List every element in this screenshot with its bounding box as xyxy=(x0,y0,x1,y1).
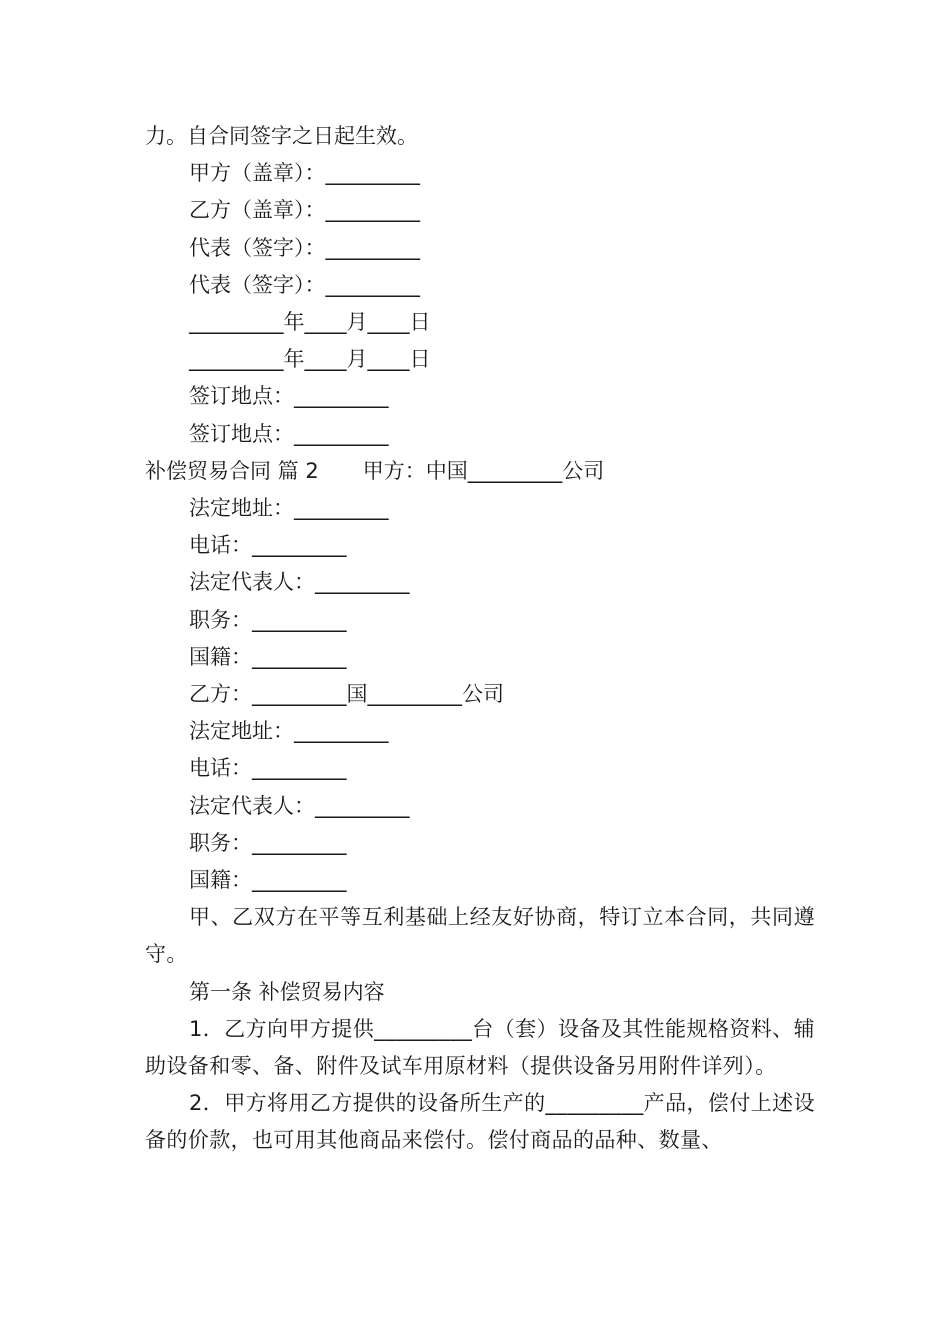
legal-address-line: 法定地址：_________ xyxy=(189,719,389,744)
clause-paragraph: 1．乙方向甲方提供_________台（套）设备及其性能规格资料、辅助设备和零、备、附件及试车用原材料（提供设备另用附件详列）。 xyxy=(145,1016,815,1079)
phone-line: 电话：_________ xyxy=(189,533,347,558)
party-b-seal-line: 乙方（盖章）：_________ xyxy=(189,198,420,223)
legal-representative-line: 法定代表人：_________ xyxy=(189,793,410,818)
party-b-name: 乙方：_________国_________公司 xyxy=(189,682,504,707)
legal-address-line: 法定地址：_________ xyxy=(189,496,389,521)
section-heading-line xyxy=(145,453,815,490)
representative-signature-line: 代表（签字）：_________ xyxy=(189,235,420,260)
legal-representative-line: 法定代表人：_________ xyxy=(189,570,410,595)
representative-signature-line: 代表（签字）：_________ xyxy=(189,272,420,297)
position-line: 职务：_________ xyxy=(189,830,347,855)
clause-paragraph: 2．甲方将用乙方提供的设备所生产的_________产品，偿付上述设备的价款，也可用其他商品来偿付。偿付商品的品种、数量、 xyxy=(145,1091,815,1153)
signing-place-line: 签订地点：_________ xyxy=(189,421,389,446)
text-line: 力。自合同签字之日起生效。 xyxy=(145,124,418,148)
agreement-paragraph: 甲、乙双方在平等互利基础上经友好协商，特订立本合同，共同遵守。 xyxy=(145,905,815,967)
date-line: _________年____月____日 xyxy=(189,347,431,372)
party-a-seal-line: 甲方（盖章）：_________ xyxy=(189,161,420,186)
nationality-line: 国籍：_________ xyxy=(189,868,347,893)
phone-line: 电话：_________ xyxy=(189,756,347,781)
date-line: _________年____月____日 xyxy=(189,310,431,335)
document-body xyxy=(145,118,815,1160)
nationality-line: 国籍：_________ xyxy=(189,644,347,669)
position-line: 职务：_________ xyxy=(189,607,347,632)
contract-title: 补偿贸易合同 篇 2 xyxy=(145,458,319,483)
article-heading: 第一条 补偿贸易内容 xyxy=(189,979,385,1004)
signing-place-line: 签订地点：_________ xyxy=(189,384,389,409)
party-a-name: 甲方：中国_________公司 xyxy=(362,458,605,483)
